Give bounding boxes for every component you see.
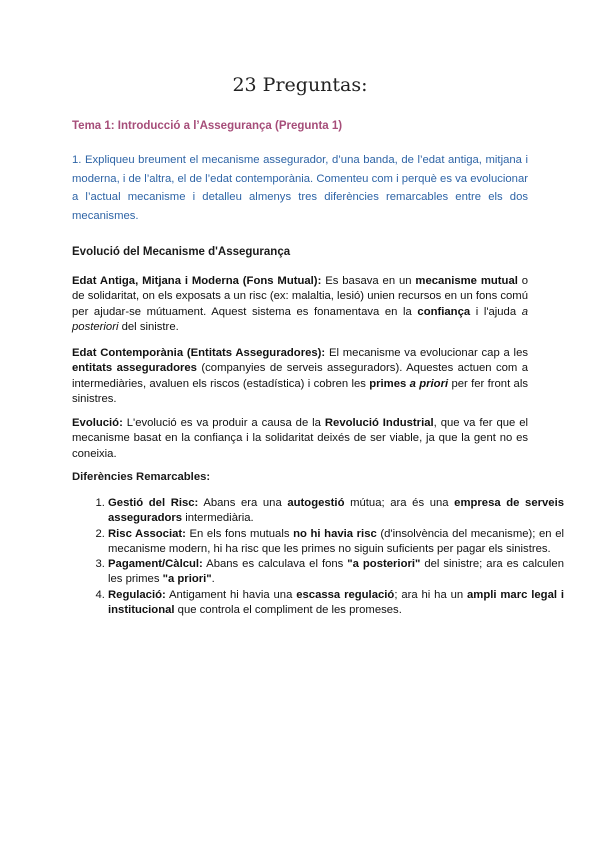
paragraph-label: Edat Contemporània (Entitats Asseguradores): bbox=[72, 347, 326, 359]
paragraph-label: Evolució: bbox=[72, 417, 123, 429]
list-item: 1. Gestió del Risc: Abans era una autogestió mútua; ara és una empresa de serveis asseguradors intermediària. bbox=[108, 496, 564, 527]
paragraph-label: Edat Antiga, Mitjana i Moderna (Fons Mutual): bbox=[72, 275, 322, 287]
document-title: 23 Preguntas: bbox=[232, 74, 368, 96]
differences-list bbox=[72, 496, 564, 618]
list-item: 2. Risc Associat: En els fons mutuals no hi havia risc (d'insolvència del mecanisme); en el mecanisme modern, hi ha risc que les primes no siguin suficients per pagar els sinistres. bbox=[108, 527, 564, 558]
list-item: 4. Regulació: Antigament hi havia una escassa regulació; ara hi ha un ampli marc legal i institucional que controla el compliment de les promeses. bbox=[108, 588, 564, 619]
paragraph-evolution: Evolució: L'evolució es va produir a causa de la Revolució Industrial, que va fer que el mecanisme basat en la confiança i la solidaritat deixés de ser viable, ja que la gent no es coneixia. bbox=[72, 417, 529, 460]
question-text: 1. Expliqueu breument el mecanisme assegurador, d’una banda, de l’edat antiga, mitjana i moderna, i de l’altra, el de l’edat contemporània. Comenteu com i perquè es va evolucionar a l’actual mecanisme i detalleu almenys tres diferències remarcables entre els dos mecanismes. bbox=[72, 154, 528, 222]
list-item: 3. Pagament/Càlcul: Abans es calculava el fons "a posteriori" del sinistre; ara es calculen les primes "a priori". bbox=[108, 557, 564, 588]
topic-heading: Tema 1: Introducció a l’Assegurança (Pregunta 1) bbox=[72, 120, 343, 132]
paragraph-ancient-age: Edat Antiga, Mitjana i Moderna (Fons Mutual): Es basava en un mecanisme mutual o de solidaritat, on els exposats a un risc (ex: malaltia, lesió) unien recursos en un fons comú per ajudar-se mútuament. Aquest sistema es fonamentava en la confiança i l'ajuda a posteriori del sinistre. bbox=[72, 275, 529, 333]
paragraph-contemporary-age: Edat Contemporània (Entitats Asseguradores): El mecanisme va evolucionar cap a les entitats asseguradores (companyies de serveis asseguradors). Aquestes actuen com a intermediàries, avaluen els riscos (estadística) i cobren les primes a priori per fer front als sinistres. bbox=[72, 347, 529, 405]
answer-heading: Evolució del Mecanisme d'Assegurança bbox=[72, 246, 291, 258]
differences-heading: Diferències Remarcables: bbox=[72, 471, 211, 483]
